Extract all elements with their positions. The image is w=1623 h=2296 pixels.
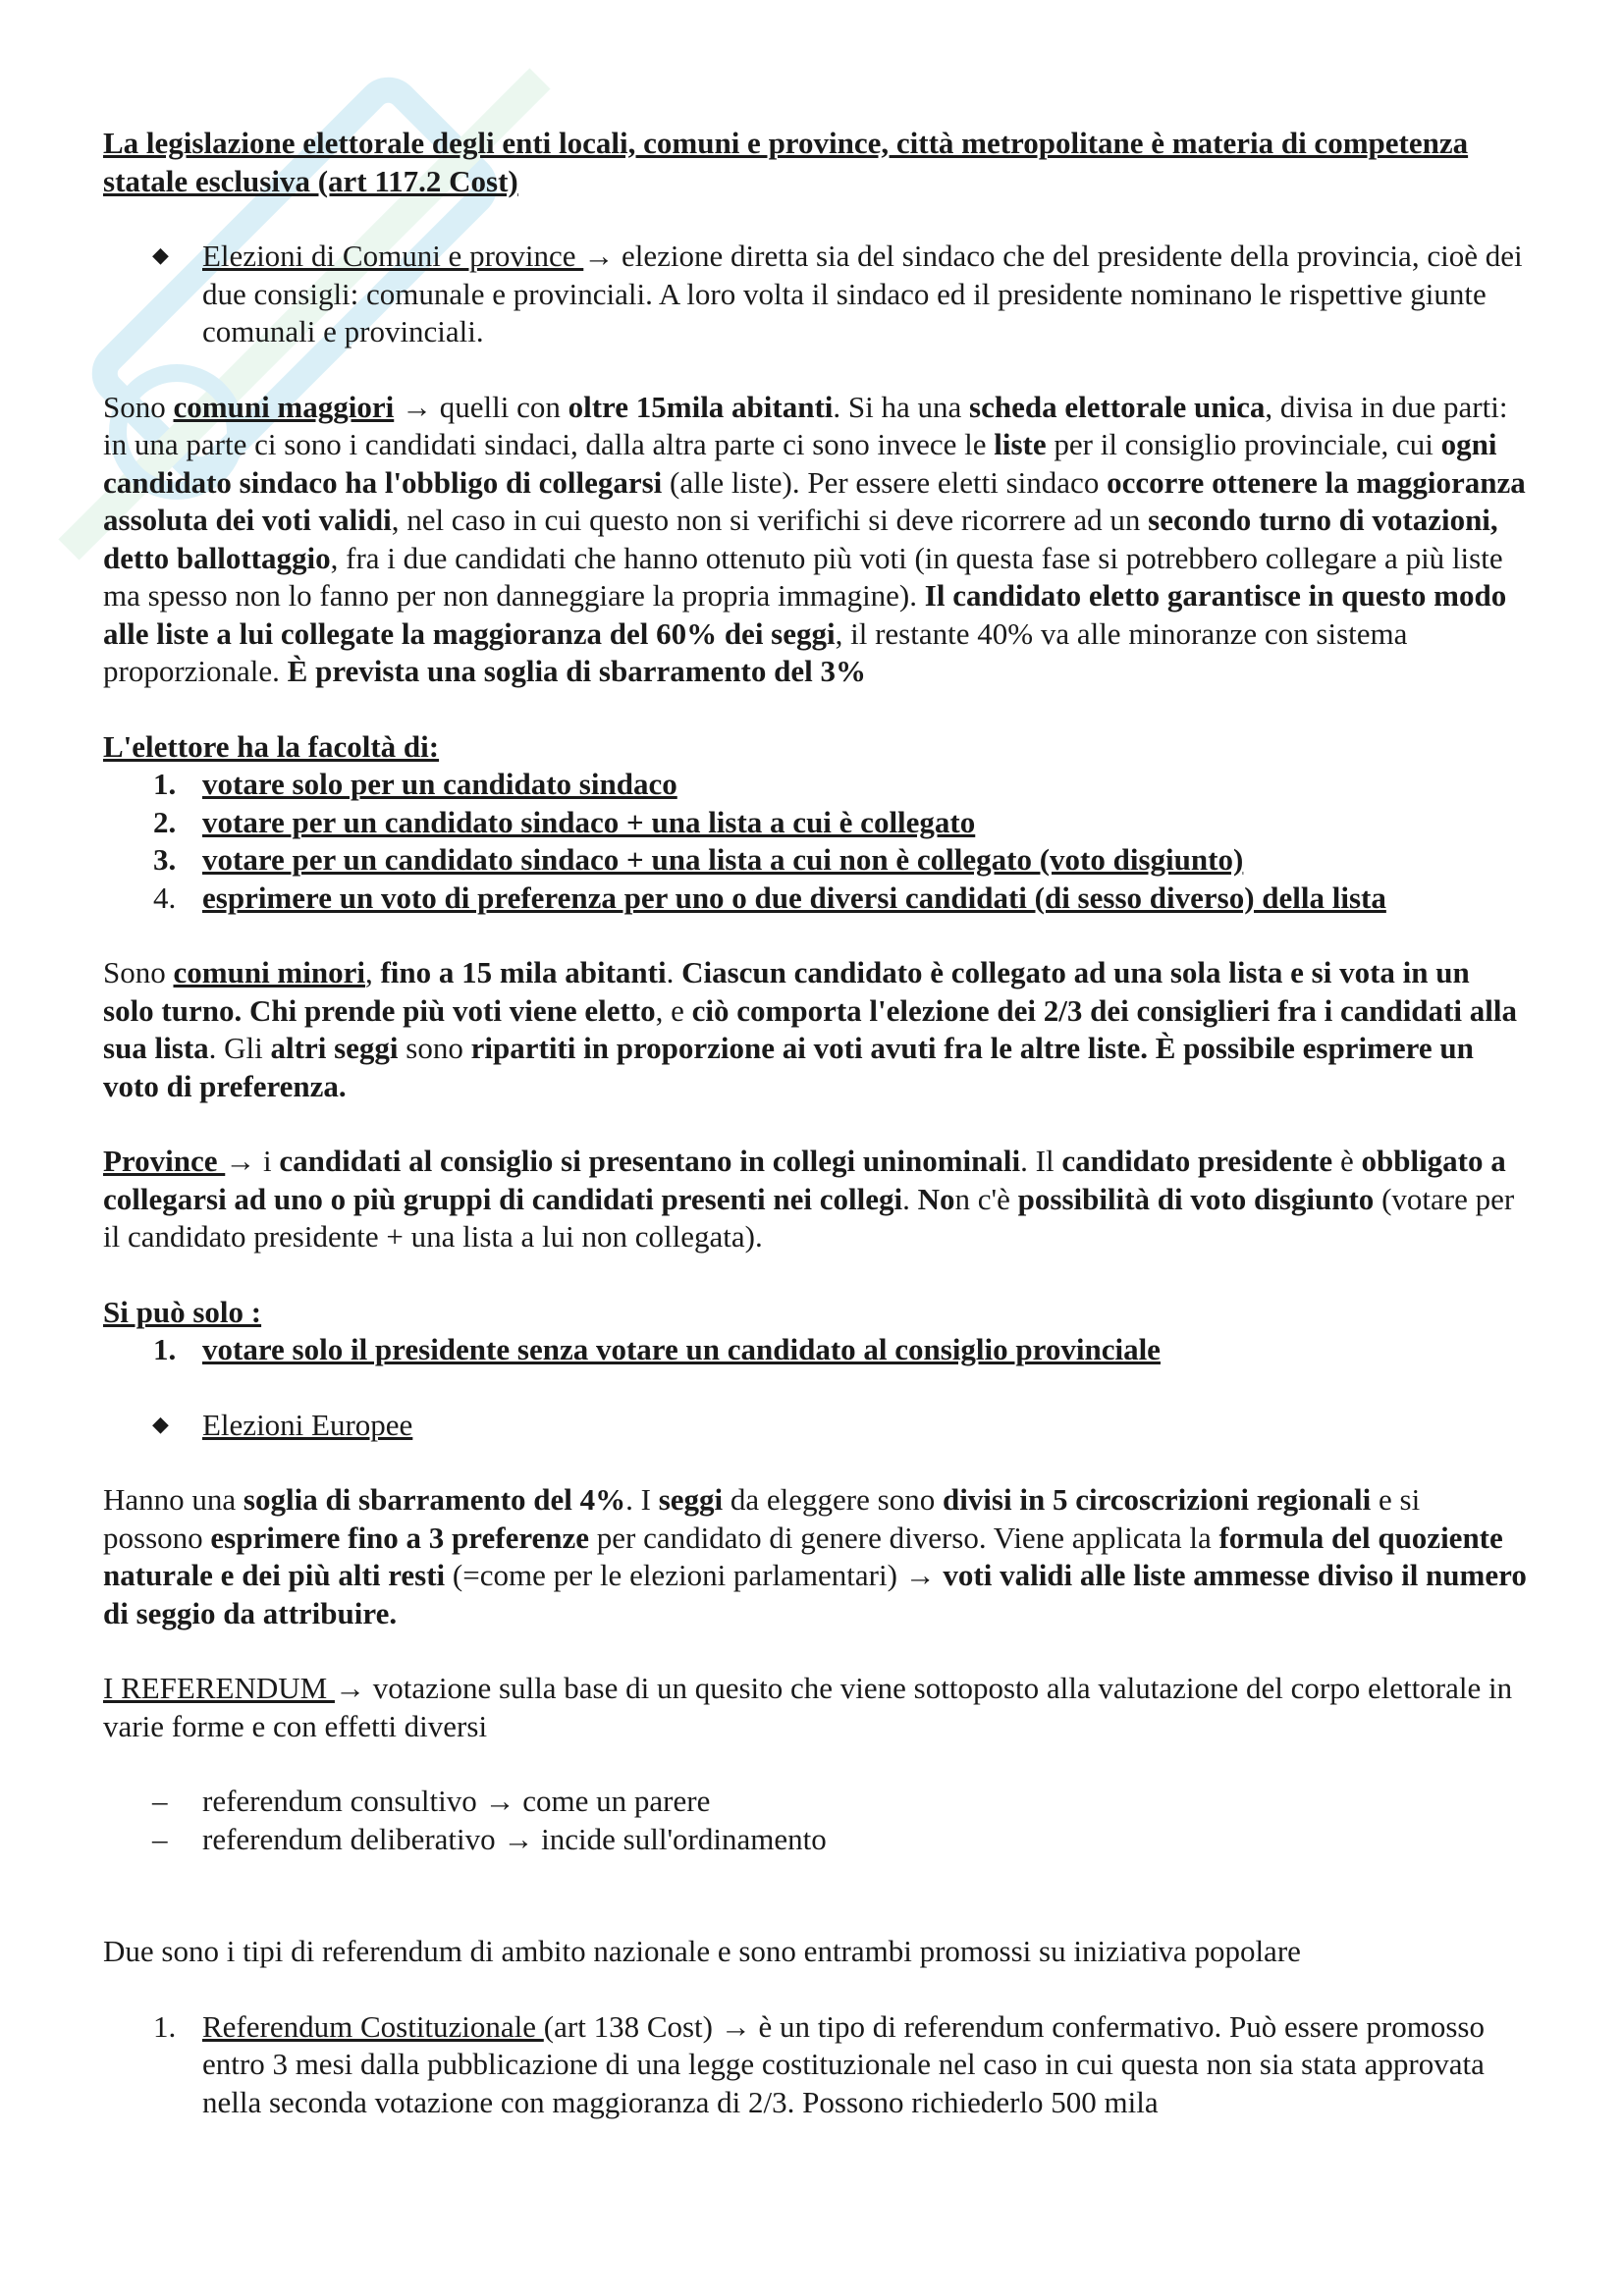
emph: secondo turno di votazioni, detto ballottaggio xyxy=(103,503,1498,575)
province-paragraph xyxy=(103,1143,1527,1256)
term: comuni minori xyxy=(173,955,365,989)
text: sono xyxy=(398,1031,471,1065)
text: . xyxy=(666,955,682,989)
bullet-europee xyxy=(103,1407,1527,1445)
emph: soglia di sbarramento del 4% xyxy=(243,1482,626,1517)
list-text: referendum deliberativo → incide sull'ordinamento xyxy=(202,1821,827,1856)
si-puo-heading: Si può solo : xyxy=(103,1294,262,1329)
emph: formula del quoziente naturale e dei più alti resti xyxy=(103,1520,1503,1592)
list-text: votare per un candidato sindaco + una lista a cui è collegato xyxy=(202,804,976,839)
diamond-bullet-icon: ◆ xyxy=(152,242,169,267)
text: . Gli xyxy=(208,1031,271,1065)
text: è xyxy=(1332,1144,1362,1178)
list-text: (art 138 Cost) → è un tipo di referendum confermativo. Può essere promosso entro 3 mesi dalla pubblicazione di una legge costituzionale nel caso in cui questa non sia stata approvata nella seconda votazione con maggioranza di 2/3. Possono richiederlo 500 mila xyxy=(202,2008,1485,2119)
emph: candidati al consiglio si presentano in collegi uninominali xyxy=(279,1144,1021,1178)
list-item xyxy=(103,766,1527,804)
emph: divisi in 5 circoscrizioni regionali xyxy=(942,1482,1372,1517)
comuni-minori-paragraph xyxy=(103,954,1527,1105)
emph: scheda elettorale unica xyxy=(969,389,1266,424)
list-text: votare per un candidato sindaco + una lista a cui non è collegato (voto disgiunto) xyxy=(202,842,1244,877)
bullet-comuni xyxy=(103,238,1527,351)
text: , nel caso in cui questo non si verifichi si deve ricorrere ad un xyxy=(391,503,1149,537)
text: da eleggere sono xyxy=(723,1482,943,1517)
list-number: 1. xyxy=(153,767,177,801)
term: Referendum Costituzionale xyxy=(202,2008,544,2044)
text: . Si ha una xyxy=(833,389,970,424)
list-item xyxy=(103,1821,1527,1859)
emph: fino a 15 mila abitanti xyxy=(380,955,667,989)
list-text: referendum consultivo → come un parere xyxy=(202,1784,711,1818)
text: (alle liste). Per essere eletti sindaco xyxy=(662,464,1108,500)
text: (=come per le elezioni parlamentari) → xyxy=(445,1558,944,1592)
list-number: 3. xyxy=(153,842,177,877)
text: (votare per il candidato presidente + una lista a lui non collegata). xyxy=(103,1181,1515,1254)
text: e si possono xyxy=(103,1482,1421,1555)
emph: occorre ottenere la maggioranza assoluta dei voti validi xyxy=(103,464,1526,537)
elettore-heading: L'elettore ha la facoltà di: xyxy=(103,728,440,764)
text: Hanno una xyxy=(103,1482,243,1517)
emph: Ciascun candidato è collegato ad una sola lista e si vota in un solo turno. Chi prende più voti viene eletto xyxy=(103,955,1470,1028)
emph: voti validi alle liste ammesse diviso il numero di seggio da attribuire. xyxy=(103,1558,1527,1630)
diamond-bullet-icon: ◆ xyxy=(152,1411,169,1436)
list-item xyxy=(103,1783,1527,1821)
bullet-europee-heading: Elezioni Europee xyxy=(202,1407,413,1442)
emph: ripartiti in proporzione ai voti avuti fra le altre liste. È possibile esprimere un voto di preferenza. xyxy=(103,1031,1474,1103)
list-item xyxy=(103,1331,1527,1369)
text: → i xyxy=(225,1144,280,1178)
emph: Il candidato eletto garantisce in questo modo alle liste a lui collegate la maggioranza del 60% dei seggi xyxy=(103,578,1507,651)
list-item xyxy=(103,841,1527,880)
dash-bullet-icon: – xyxy=(152,1784,168,1818)
list-number: 1. xyxy=(153,2008,177,2044)
emph: candidato presidente xyxy=(1061,1144,1333,1178)
emph: obbligato a collegarsi ad uno o più gruppi di candidati presenti nei collegi xyxy=(103,1144,1506,1216)
text: , divisa in due parti: in una parte ci sono i candidati sindaci, dalla altra parte ci sono invece le xyxy=(103,389,1508,461)
emph: altri seggi xyxy=(270,1031,399,1065)
term: Province xyxy=(103,1144,226,1178)
text: . I xyxy=(625,1482,659,1517)
text: per il consiglio provinciale, cui xyxy=(1046,427,1441,461)
dash-bullet-icon: – xyxy=(152,1821,168,1856)
text: , fra i due candidati che hanno ottenuto più voti (in questa fase si potrebbero collegare a più liste ma spesso non lo fanno per non danneggiare la propria immagine). xyxy=(103,540,1503,613)
list-item xyxy=(103,2008,1527,2122)
text: , xyxy=(364,955,381,989)
bullet-comuni-heading: Elezioni di Comuni e province xyxy=(202,239,584,273)
emph: No xyxy=(917,1181,955,1216)
list-number: 2. xyxy=(153,804,177,839)
text: Sono xyxy=(103,389,174,424)
emph: possibilità di voto disgiunto xyxy=(1017,1181,1375,1216)
text: n c'è xyxy=(954,1181,1018,1216)
due-tipi-paragraph: Due sono i tipi di referendum di ambito nazionale e sono entrambi promossi su iniziativa popolare xyxy=(103,1934,1301,1968)
list-text: votare solo per un candidato sindaco xyxy=(202,767,677,801)
text: , il restante 40% va alle minoranze con sistema proporzionale. xyxy=(103,615,1408,688)
term: comuni maggiori xyxy=(173,389,395,424)
emph: È prevista una soglia di sbarramento del 3% xyxy=(287,654,866,688)
emph: ciò comporta l'elezione dei 2/3 dei consiglieri fra i candidati alla sua lista xyxy=(103,992,1517,1065)
text: , e xyxy=(655,992,692,1028)
list-number: 4. xyxy=(153,880,177,915)
emph: ogni candidato sindaco ha l'obbligo di collegarsi xyxy=(103,427,1497,500)
text: . xyxy=(902,1181,918,1216)
emph: esprimere fino a 3 preferenze xyxy=(210,1520,590,1555)
list-number: 1. xyxy=(153,1332,177,1366)
emph: liste xyxy=(994,427,1047,461)
list-text: votare solo il presidente senza votare un candidato al consiglio provinciale xyxy=(202,1332,1161,1366)
list-item xyxy=(103,804,1527,842)
text: per candidato di genere diverso. Viene applicata la xyxy=(589,1520,1219,1555)
europee-paragraph xyxy=(103,1481,1527,1632)
text: Sono xyxy=(103,955,174,989)
referendum-paragraph xyxy=(103,1670,1527,1745)
document-page xyxy=(103,125,1527,2121)
comuni-maggiori-paragraph xyxy=(103,389,1527,691)
bullet-comuni-text: → elezione diretta sia del sindaco che del presidente della provincia, cioè dei due consigli: comunale e provinciali. A loro volta il sindaco ed il presidente nominano le rispettive giunte comunali e provinciali. xyxy=(202,239,1523,348)
emph: oltre 15mila abitanti xyxy=(568,389,834,424)
text: → votazione sulla base di un quesito che viene sottoposto alla valutazione del corpo elettorale in varie forme e con effetti diversi xyxy=(103,1671,1513,1743)
term: I REFERENDUM xyxy=(103,1671,335,1705)
list-item xyxy=(103,880,1527,918)
text: → quelli con xyxy=(394,389,568,424)
emph: seggi xyxy=(658,1482,724,1517)
intro-title: La legislazione elettorale degli enti locali, comuni e province, città metropolitane è materia di competenza statale esclusiva (art 117.2 Cost) xyxy=(103,126,1469,198)
text: . Il xyxy=(1020,1144,1062,1178)
list-text: esprimere un voto di preferenza per uno o due diversi candidati (di sesso diverso) della lista xyxy=(202,880,1386,915)
